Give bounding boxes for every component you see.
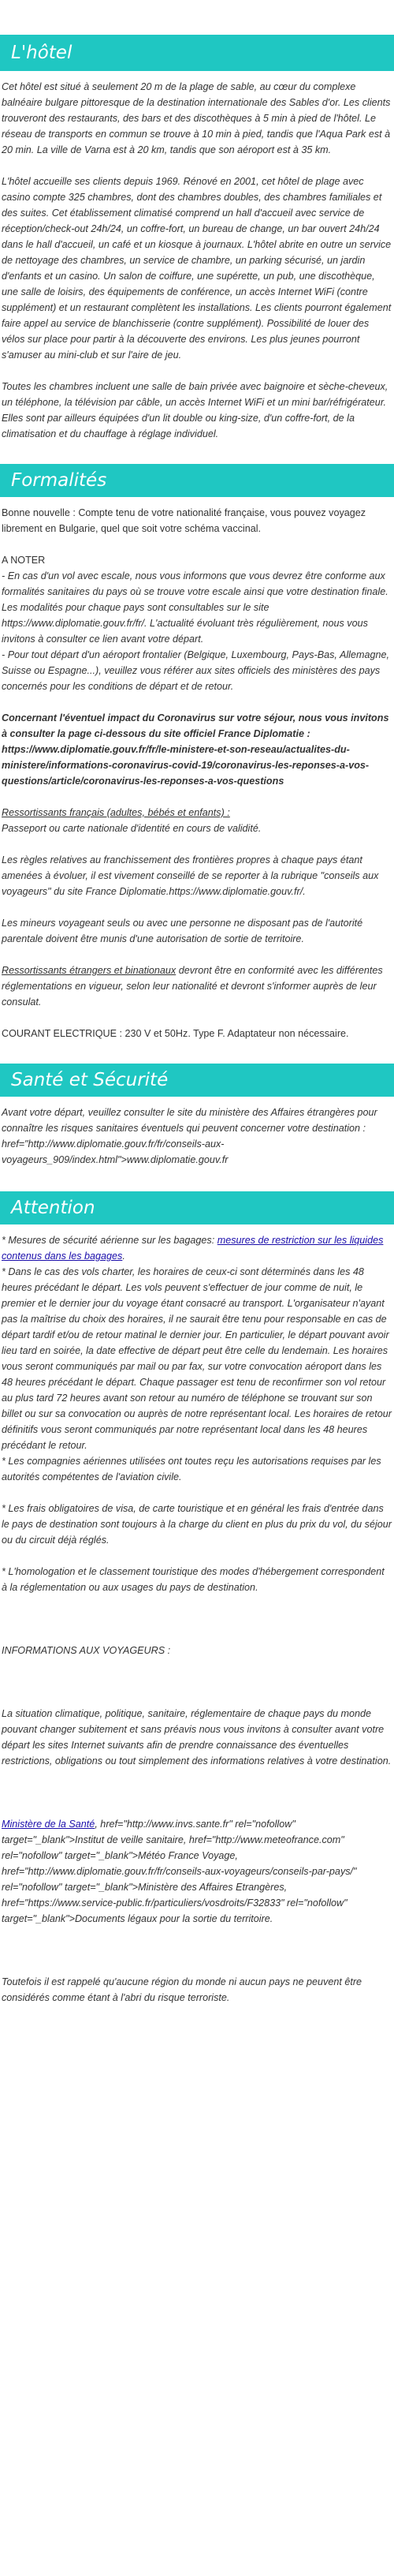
- hotel-rooms-paragraph: Toutes les chambres incluent une salle de bain privée avec baignoire et sèche-cheveux, un téléphone, la télévision par câble, un accès Internet WiFi et un mini bar/réfrigérateur. Elles sont par ailleurs équipées d'un lit double ou king-size, d'un coffre-fort, de la climatisation et du chauffage à réglage individuel.: [2, 381, 388, 439]
- section-title: Attention: [11, 1198, 95, 1218]
- hotel-facilities-paragraph: L'hôtel accueille ses clients depuis 1969. Rénové en 2001, cet hôtel de plage avec casino compte 325 chambres, dont des chambres doubles, des chambres familiales et des suites. Cet établissement climatisé comprend un hall d'accueil avec service de réception/check-out 24h/24, un coffre-fort, un bureau de change, un bar ouvert 24h/24 dans le hall d'accueil, un café et un kiosque à journaux. L'hôtel abrite en outre un service de nettoyage des chambres, un service de chambre, un parking sécurisé, un jardin d'enfants et un casino. Un salon de coiffure, une supérette, un pub, une discothèque, une salle de loisirs, des équipements de conférence, un accès Internet WiFi (contre supplément) et un restaurant complètent les installations. Les clients pourront également faire appel au service de blanchisserie (contre supplément). Possibilité de louer des vélos sur place pour partir à la découverte des environs. Les plus jeunes pourront s'amuser au mini-club et sur l'aire de jeu.: [2, 176, 392, 361]
- section-header-hotel: [0, 35, 394, 71]
- section-header-sante: [0, 1064, 394, 1097]
- section-header-attention: [0, 1191, 394, 1224]
- section-header-formalites: [0, 464, 394, 497]
- ministry-health-link[interactable]: Ministère de la Santé: [2, 1819, 95, 1830]
- french-nationals-text: Passeport ou carte nationale d'identité en cours de validité.: [2, 823, 262, 834]
- baggage-measures-prefix: * Mesures de sécurité aérienne sur les bagages:: [2, 1235, 217, 1246]
- minors-text: Les mineurs voyageant seuls ou avec une personne ne disposant pas de l'autorité parentale doivent être munis d'une autorisation de sortie de territoire.: [2, 918, 363, 944]
- note-line: Les modalités pour chaque pays sont consultables sur le site https://www.diplomatie.gouv.fr/fr/. L'actualité évoluant très régulièrement, nous vous invitons à consulter ce lien avant votre départ.: [2, 602, 368, 645]
- foreign-nationals-text: devront être en conformité avec les différentes réglementations en vigueur, selon leur nationalité et devront s'informer auprès de leur consulat.: [2, 965, 383, 1008]
- useful-links-paragraph: [0, 1816, 394, 1927]
- visa-fees-text: * Les frais obligatoires de visa, de carte touristique et en général les frais d'entrée dans le pays de destination sont toujours à la charge du client en plus du prix du vol, du séjour ou du circuit déjà réglés.: [2, 1503, 392, 1546]
- border-rules-text: Les règles relatives au franchissement des frontières propres à chaque pays étant amenées à évoluer, il est vivement conseillé de se reporter à la rubrique "conseils aux voyageurs" du site France Diplomatie.https://www.diplomatie.gouv.fr/.: [2, 854, 379, 897]
- foreign-nationals-title: Ressortissants étrangers et binationaux: [2, 965, 177, 976]
- travel-info-title: INFORMATIONS AUX VOYAGEURS :: [2, 1645, 171, 1656]
- note-line: - Pour tout départ d'un aéroport frontalier (Belgique, Luxembourg, Pays-Bas, Allemagne, Suisse ou Espagne...), veuillez vous référer aux sites officiels des ministères des pays concernés pour les conditions de départ et de retour.: [2, 649, 389, 692]
- useful-links-text: , href="http://www.invs.sante.fr" rel="nofollow" target="_blank">Institut de veille sanitaire, href="http://www.meteofrance.com" rel="nofollow" target="_blank">Météo France Voyage, href="http://www.diplomatie.gouv.fr/fr/conseils-aux-voyageurs/conseils-par-pays/" rel="nofollow" target="_blank">Ministère des Affaires Etrangères, href="https://www.service-public.fr/particuliers/vosdroits/F32833" rel="nofollow" target="_blank">Documents légaux pour la sortie du territoire.: [2, 1819, 357, 1924]
- note-line: - En cas d'un vol avec escale, nous vous informons que vous devrez être conforme aux formalités sanitaires du pays où se trouve votre escale ainsi que votre destination finale.: [2, 570, 388, 597]
- baggage-measures: [0, 1232, 394, 1264]
- note-title: A NOTER: [2, 555, 46, 566]
- covid-notice: Concernant l'éventuel impact du Coronavirus sur votre séjour, nous vous invitons à consulter la page ci-dessous du site officiel France Diplomatie : https://www.diplomatie.gouv.fr/fr/le-ministere-et-son-reseau/actualites-du-ministere/informations-coronavirus-covid-19/coronavirus-les-reponses-a-vos-questions/article/coronavirus-les-reponses-a-vos-questions: [2, 712, 389, 787]
- section-title: L'hôtel: [11, 43, 72, 63]
- page-content: [0, 35, 394, 2006]
- formalites-intro: Bonne nouvelle : Compte tenu de votre nationalité française, vous pouvez voyagez librement en Bulgarie, quel que soit votre schéma vaccinal.: [2, 507, 366, 534]
- section-title: Santé et Sécurité: [11, 1070, 169, 1090]
- electric-current-text: COURANT ELECTRIQUE : 230 V et 50Hz. Type F. Adaptateur non nécessaire.: [2, 1028, 349, 1039]
- airlines-text: * Les compagnies aériennes utilisées ont toutes reçu les autorisations requises par les autorités compétentes de l'aviation civile.: [2, 1456, 381, 1482]
- liquids-restriction-link[interactable]: mesures de restriction sur les liquides contenus dans les bagages: [2, 1235, 384, 1262]
- french-nationals-title: Ressortissants français (adultes, bébés et enfants) :: [2, 807, 230, 818]
- accommodation-rating-text: * L'homologation et le classement touristique des modes d'hébergement correspondent à la réglementation ou aux usages du pays de destination.: [2, 1566, 385, 1593]
- terrorism-notice: Toutefois il est rappelé qu'aucune région du monde ni aucun pays ne peuvent être considérés comme étant à l'abri du risque terroriste.: [2, 1976, 362, 2003]
- sante-text: Avant votre départ, veuillez consulter le site du ministère des Affaires étrangères pour connaître les risques sanitaires éventuels qui peuvent concerner votre destination : href="http://www.diplomatie.gouv.fr/fr/conseils-aux-voyageurs_909/index.html">www.diplomatie.gouv.fr: [2, 1107, 377, 1165]
- charter-flights-text: * Dans le cas des vols charter, les horaires de ceux-ci sont déterminés dans les 48 heures précédant le départ. Les vols peuvent s'effectuer de jour comme de nuit, le premier et le dernier jour du voyage étant consacré au transport. L'organisateur n'ayant pas la maîtrise du choix des horaires, il ne saurait être tenu pour responsable en cas de départ tardif et/ou de retour matinal le dernier jour. En particulier, le départ pouvant avoir lieu tard en soirée, la date effective de départ peut être celle du lendemain. Les horaires vous seront communiqués par mail ou par fax, sur votre convocation aéroport dans les 48 heures précédant le départ. Chaque passager est tenu de reconfirmer son vol retour au plus tard 72 heures avant son retour au numéro de téléphone se trouvant sur son billet ou sur sa convocation ou auprès de notre représentant local. Les horaires de retour définitifs vous seront communiqués par notre représentant local dans les 48 heures précédant le retour.: [2, 1266, 392, 1451]
- section-title: Formalités: [11, 470, 107, 491]
- baggage-measures-suffix: .: [122, 1251, 125, 1262]
- travel-info-text: La situation climatique, politique, sanitaire, réglementaire de chaque pays du monde pouvant changer subitement et sans préavis nous vous invitons à consulter avant votre départ les sites Internet suivants afin de prendre connaissance des éventuelles restrictions, obligations ou tout simplement des informations relatives à votre destination.: [2, 1708, 392, 1767]
- hotel-description-paragraph: Cet hôtel est situé à seulement 20 m de la plage de sable, au cœur du complexe balnéaire bulgare pittoresque de la destination internationale des Sables d'or. Les clients trouveront des restaurants, des bars et des discothèques à 5 min à pied de l'hôtel. Le réseau de transports en commun se trouve à 10 min à pied, tandis que l'Aqua Park est à 20 min. La ville de Varna est à 20 km, tandis que son aéroport est à 35 km.: [2, 81, 391, 155]
- foreign-nationals-paragraph: [0, 963, 394, 1010]
